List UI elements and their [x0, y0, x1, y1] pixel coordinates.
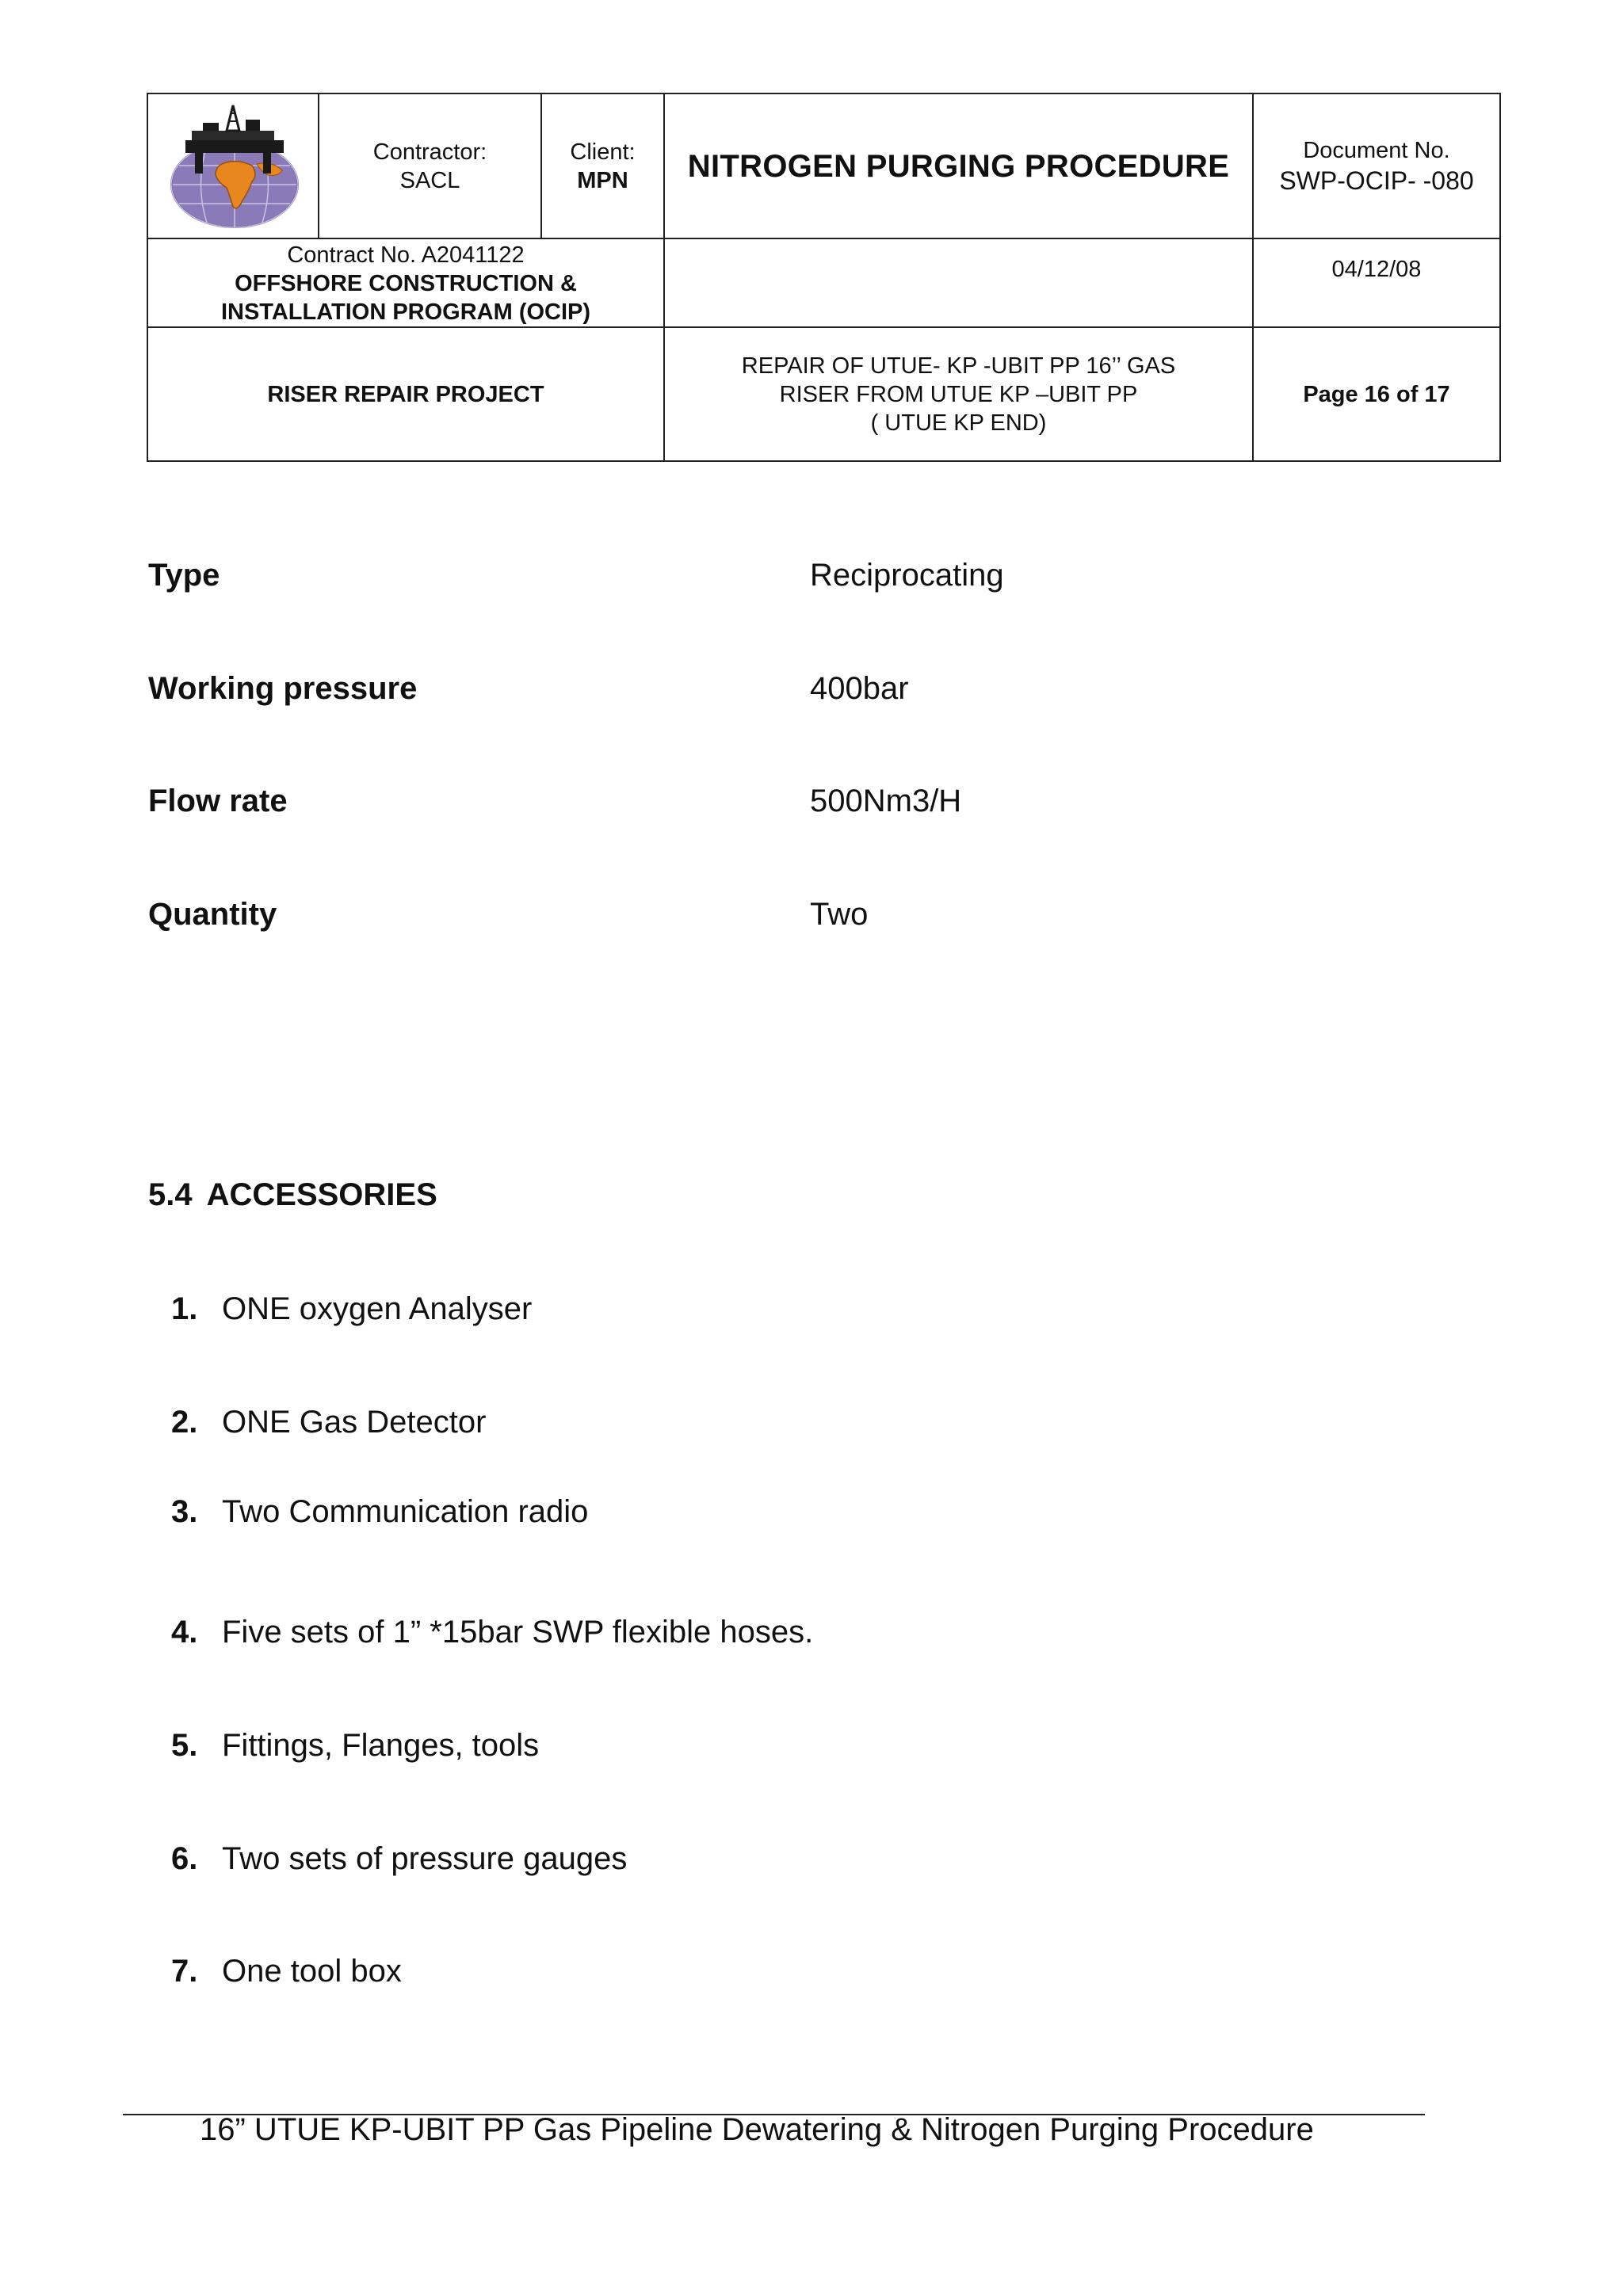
contractor-cell — [319, 93, 541, 238]
list-item-text: ONE Gas Detector — [222, 1405, 487, 1440]
list-item-text: Two Communication radio — [222, 1494, 589, 1529]
list-item-number: 5. — [171, 1728, 198, 1763]
document-number-cell — [1253, 93, 1500, 238]
list-item-text: Five sets of 1” *15bar SWP flexible hoses. — [222, 1615, 814, 1650]
contract-cell — [147, 238, 664, 327]
list-item-number: 1. — [171, 1291, 198, 1326]
date-cell — [1253, 238, 1500, 327]
section-title: ACCESSORIES — [206, 1177, 437, 1212]
empty-cell — [664, 238, 1253, 327]
scope-line-2: RISER FROM UTUE KP –UBIT PP — [779, 381, 1138, 407]
client-cell — [541, 93, 664, 238]
list-item-text: ONE oxygen Analyser — [222, 1291, 533, 1326]
document-date: 04/12/08 — [1331, 257, 1422, 282]
spec-row-working-pressure — [148, 665, 1495, 712]
spec-value: 500Nm3/H — [810, 784, 962, 818]
spec-row-flow-rate — [148, 777, 1495, 825]
program-line-1: OFFSHORE CONSTRUCTION & — [235, 271, 577, 296]
page-number: Page 16 of 17 — [1253, 327, 1500, 461]
section-number: 5.4 — [148, 1177, 193, 1212]
project-name: RISER REPAIR PROJECT — [147, 327, 664, 461]
list-item-number: 2. — [171, 1405, 198, 1440]
scope-line-3: ( UTUE KP END) — [870, 410, 1047, 436]
spec-label: Flow rate — [148, 784, 288, 818]
oil-rig-globe-logo-icon — [163, 102, 303, 231]
list-item-text: Two sets of pressure gauges — [222, 1841, 628, 1876]
scope-cell — [664, 327, 1253, 461]
document-title: NITROGEN PURGING PROCEDURE — [664, 93, 1253, 238]
list-item-number: 6. — [171, 1841, 198, 1876]
list-item-number: 7. — [171, 1954, 198, 1989]
spec-value: Two — [810, 897, 869, 932]
company-logo-cell — [147, 93, 319, 238]
list-item-number: 3. — [171, 1494, 198, 1529]
spec-label: Type — [148, 558, 220, 593]
client-label: Client: — [570, 139, 636, 165]
footer-text: 16” UTUE KP-UBIT PP Gas Pipeline Dewatering & Nitrogen Purging Procedure — [200, 2112, 1314, 2147]
list-item-text: Fittings, Flanges, tools — [222, 1728, 540, 1763]
client-value: MPN — [577, 167, 628, 193]
spec-row-type — [148, 551, 1495, 599]
spec-value: 400bar — [810, 671, 909, 706]
list-item-text: One tool box — [222, 1954, 402, 1989]
spec-row-quantity — [148, 891, 1495, 938]
contract-number: Contract No. A2041122 — [287, 242, 525, 268]
program-line-2: INSTALLATION PROGRAM (OCIP) — [220, 299, 591, 325]
document-number-label: Document No. — [1303, 137, 1450, 163]
spec-value: Reciprocating — [810, 558, 1004, 593]
contractor-value: SACL — [399, 167, 460, 193]
scope-line-1: REPAIR OF UTUE- KP -UBIT PP 16’’ GAS — [741, 353, 1176, 379]
document-header-table — [147, 93, 1501, 462]
section-heading — [148, 1171, 437, 1219]
list-item-number: 4. — [171, 1615, 198, 1650]
spec-label: Quantity — [148, 897, 277, 932]
document-number-value: SWP-OCIP- -080 — [1279, 166, 1474, 195]
contractor-label: Contractor: — [372, 139, 487, 165]
spec-label: Working pressure — [148, 671, 418, 706]
